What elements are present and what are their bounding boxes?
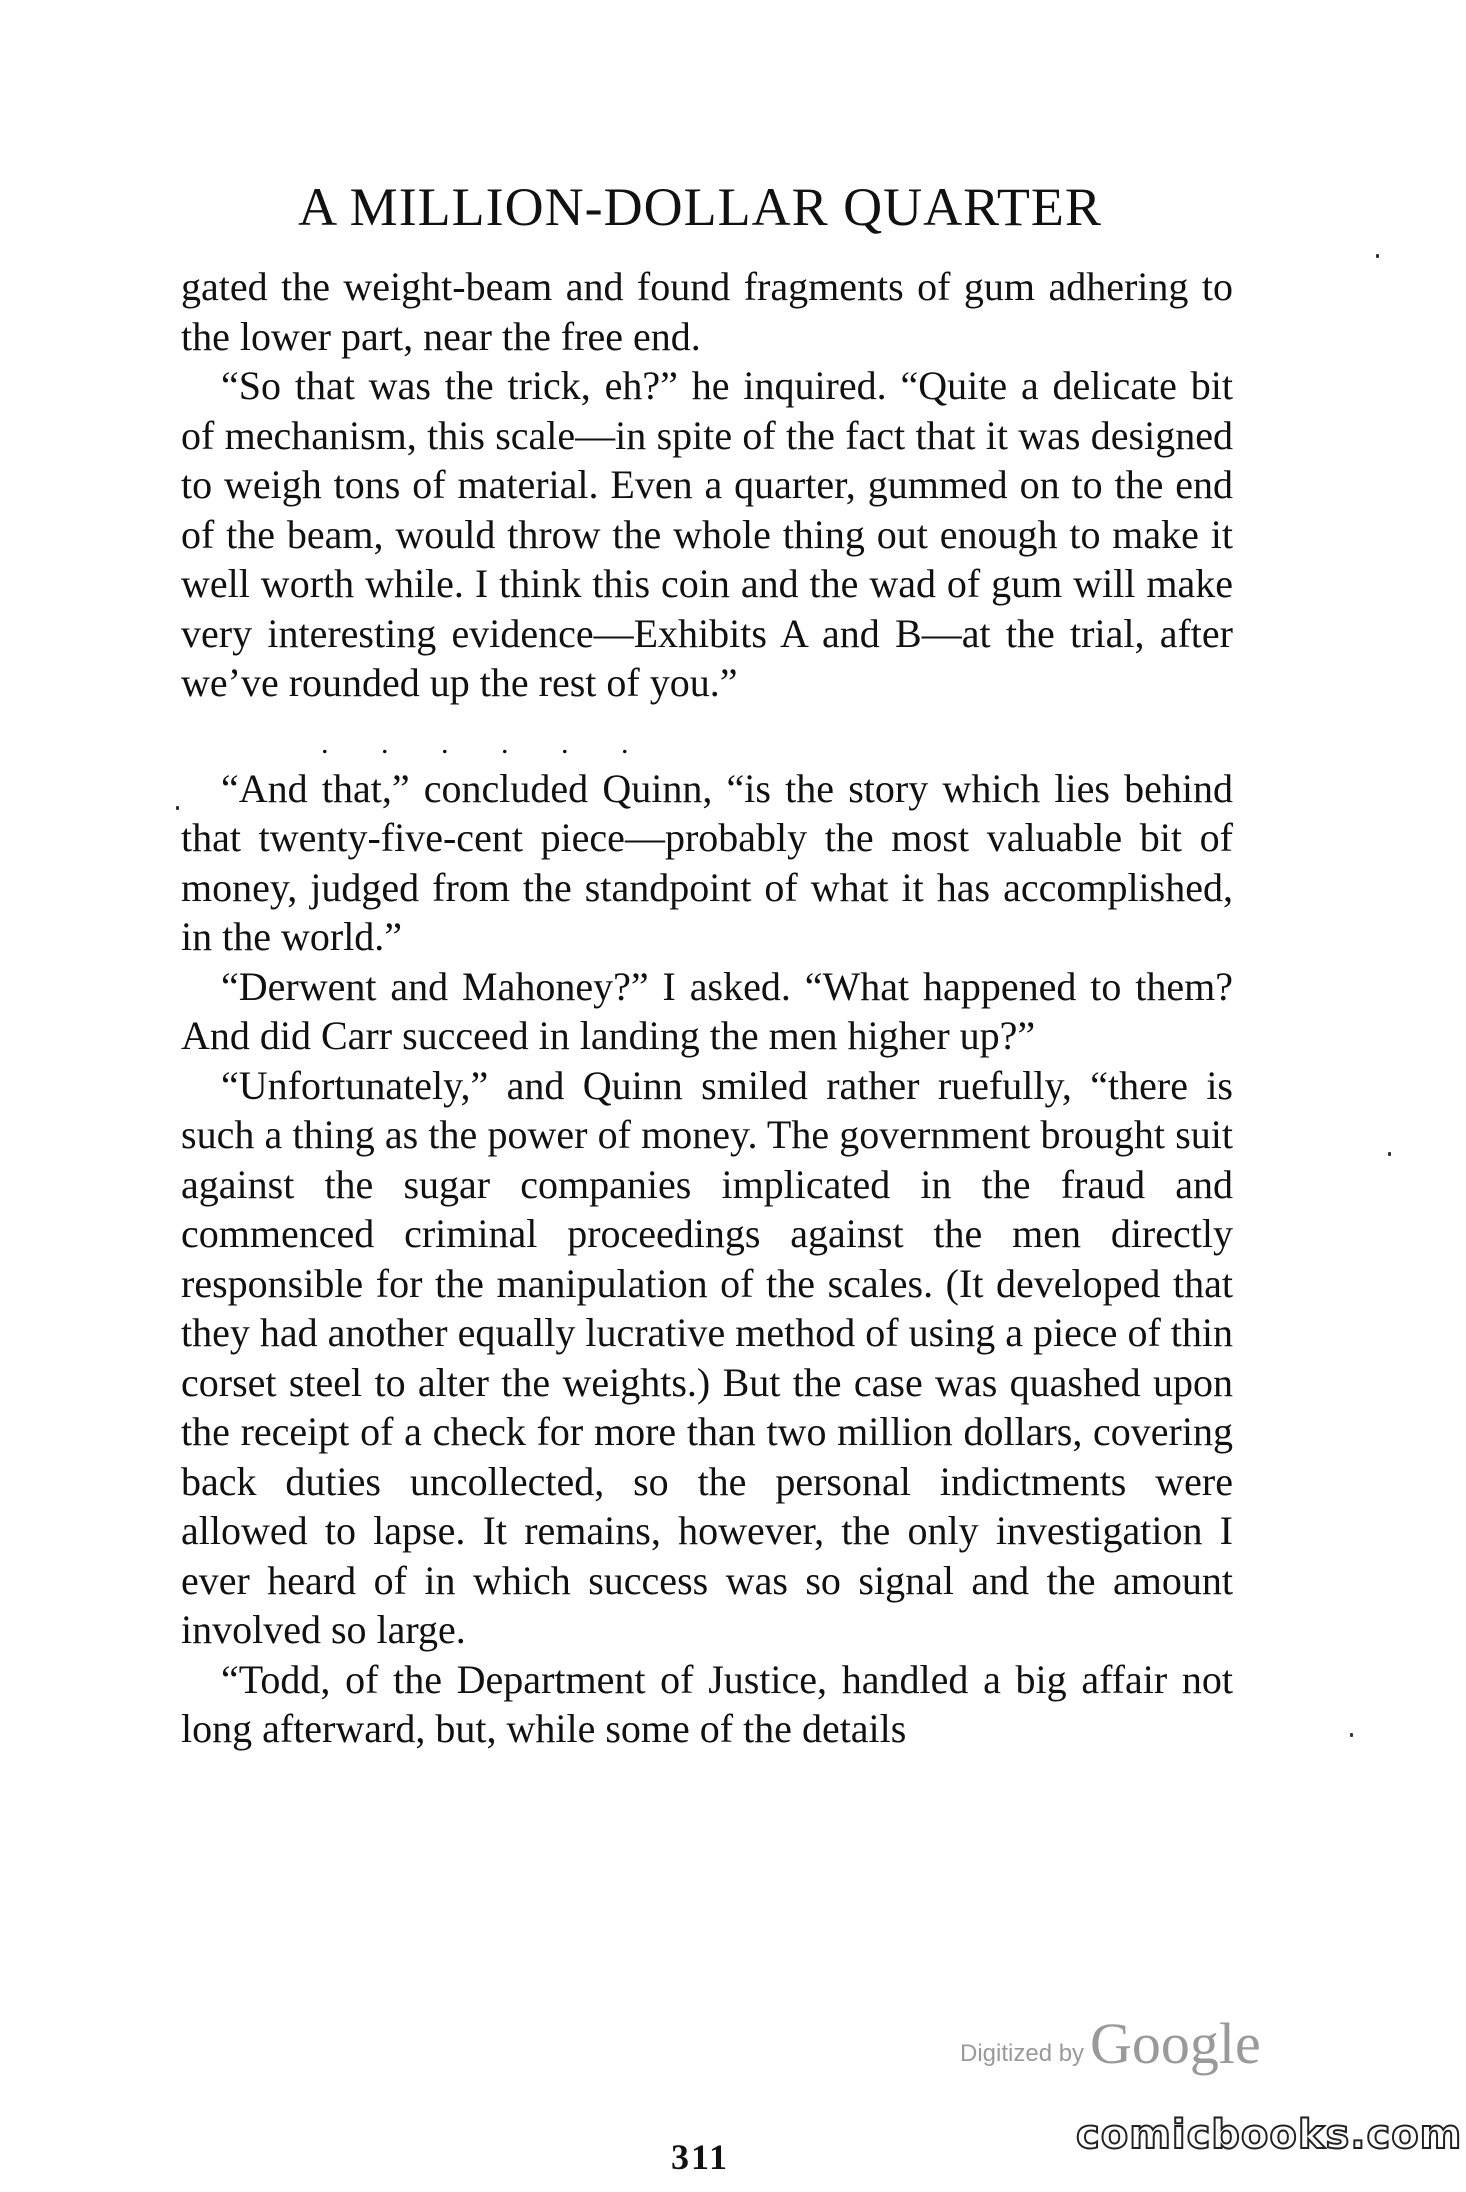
page-number: 311	[670, 2137, 729, 2177]
paragraph-unfortunately: “Unfortunately,” and Quinn smiled rather ruefully, “there is such a thing as the power of money. The government brought suit against the sugar companies implicated in the fraud and commenced criminal proceedings against the men directly responsible for the manipulation of the scales. (It developed that they had another equally lucrative method of using a piece of thin corset steel to alter the weights.) But the case was quashed upon the receipt of a check for more than two million dollars, covering back duties uncollected, so the personal indictments were allowed to lapse. It remains, however, the only investigation I ever heard of in which success was so signal and the amount involved so large.	[181, 1062, 1233, 1652]
google-logo: Google	[1090, 2011, 1261, 2076]
site-watermark: comicbooks.com	[1076, 2112, 1463, 2158]
page-body	[181, 262, 1233, 1754]
digitized-by-label: Digitized by	[960, 2040, 1085, 2067]
scan-speck	[176, 806, 179, 810]
section-break-dots: . . . . . .	[321, 726, 629, 760]
scan-speck	[1388, 1152, 1391, 1156]
paragraph-derwent-question: “Derwent and Mahoney?” I asked. “What happened to them? And did Carr succeed in landing the men higher up?”	[181, 963, 1233, 1058]
paragraph-todd: “Todd, of the Department of Justice, handled a big affair not long afterward, but, while some of the details	[181, 1656, 1233, 1751]
paragraph-scale-trick: “So that was the trick, eh?” he inquired. “Quite a delicate bit of mechanism, this scale—in spite of the fact that it was designed to weigh tons of material. Even a quarter, gummed on to the end of the beam, would throw the whole thing out enough to make it well worth while. I think this coin and the wad of gum will make very interesting evidence—Exhibits A and B—at the trial, after we’ve rounded up the rest of you.”	[181, 363, 1233, 705]
scan-speck	[1376, 254, 1379, 258]
paragraph-continuation: gated the weight-beam and found fragments of gum adhering to the lower part, near the free end.	[181, 264, 1233, 359]
digitized-by-google-watermark	[960, 2010, 1280, 2080]
scan-speck	[1350, 1733, 1353, 1737]
section-break	[321, 726, 1211, 760]
paragraph-quinn-conclusion: “And that,” concluded Quinn, “is the story which lies behind that twenty-five-cent piece—probably the most valuable bit of money, judged from the standpoint of what it has accomplished, in the world.”	[181, 765, 1233, 959]
running-title: A MILLION-DOLLAR QUARTER	[298, 177, 1102, 237]
